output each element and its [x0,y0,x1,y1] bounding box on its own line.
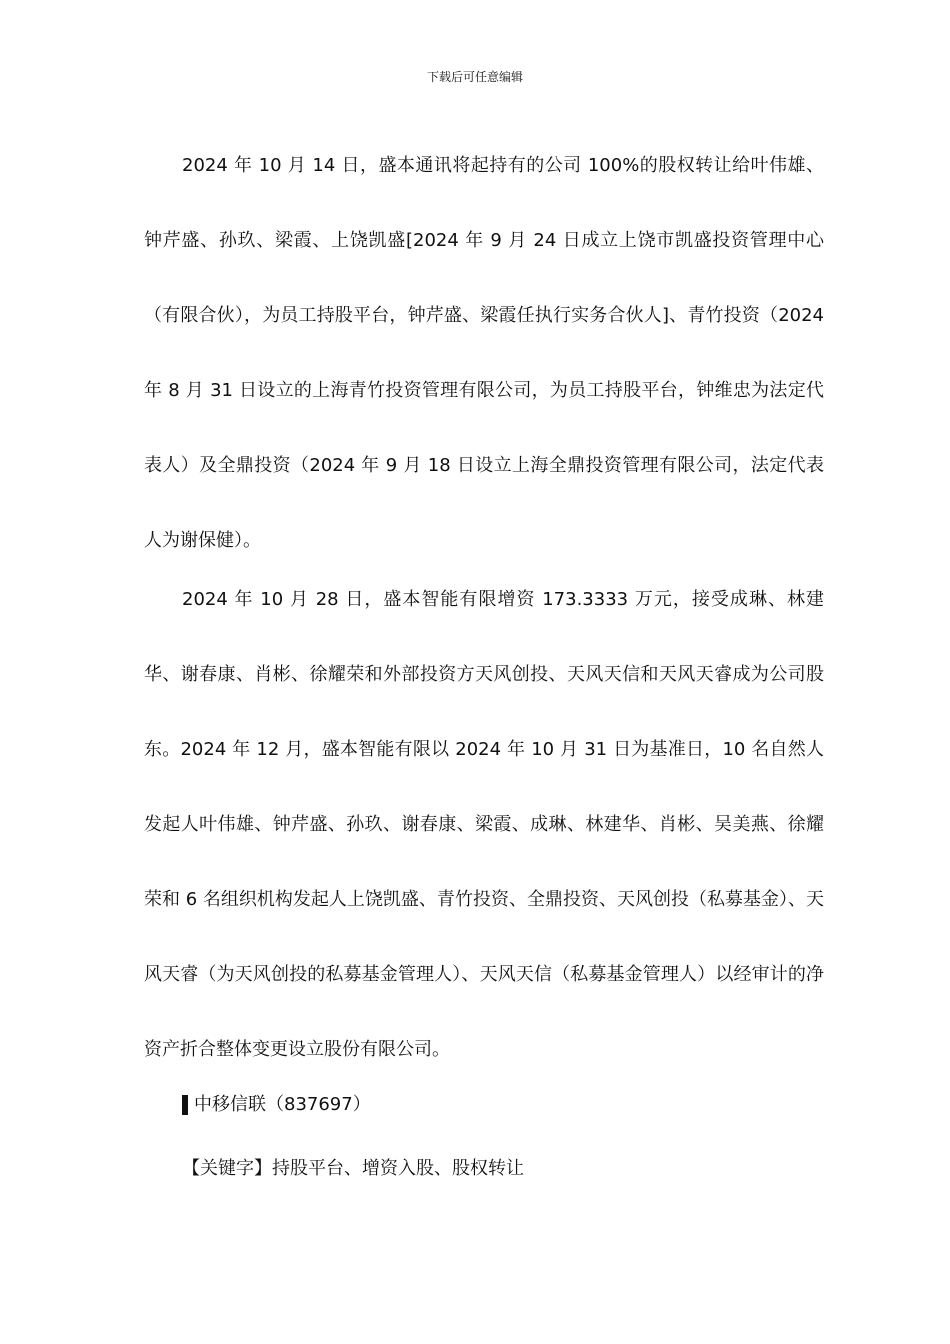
section-heading [144,1091,824,1119]
section-heading-text: 中移信联（837697） [194,1094,371,1115]
document-body [144,128,824,1183]
keywords-line: 【关键字】持股平台、增资入股、股权转让 [182,1158,524,1179]
paragraph-capital-increase: 2024 年 10 月 28 日，盛本智能有限增资 173.3333 万元，接受成琳、林建华、谢春康、肖彬、徐耀荣和外部投资方天风创投、天风天信和天风天睿成为公司股东。2024 年 12 月，盛本智能有限以 2024 年 10 月 31 日为基准日，10 名自然人发起人叶伟雄、钟芹盛、孙玖、谢春康、梁霞、成琳、林建华、肖彬、吴美燕、徐耀荣和 6 名组织机构发起人上饶凯盛、青竹投资、全鼎投资、天风创投（私募基金）、天风天睿（为天风创投的私募基金管理人）、天风天信（私募基金管理人）以经审计的净资产折合整体变更设立股份有限公司。 [144,589,824,1060]
heading-bar-marker [182,1095,188,1115]
page-header-note: 下载后可任意编辑 [426,70,523,84]
paragraph-equity-transfer: 2024 年 10 月 14 日，盛本通讯将起持有的公司 100%的股权转让给叶伟雄、钟芹盛、孙玖、梁霞、上饶凯盛[2024 年 9 月 24 日成立上饶市凯盛投资管理中心（有限合伙），为员工持股平台，钟芹盛、梁霞任执行实务合伙人]、青竹投资（2024 年 8 月 31 日设立的上海青竹投资管理有限公司，为员工持股平台，钟维忠为法定代表人）及全鼎投资（2024 年 9 月 18 日设立上海全鼎投资管理有限公司，法定代表人为谢保健）。 [144,155,824,551]
